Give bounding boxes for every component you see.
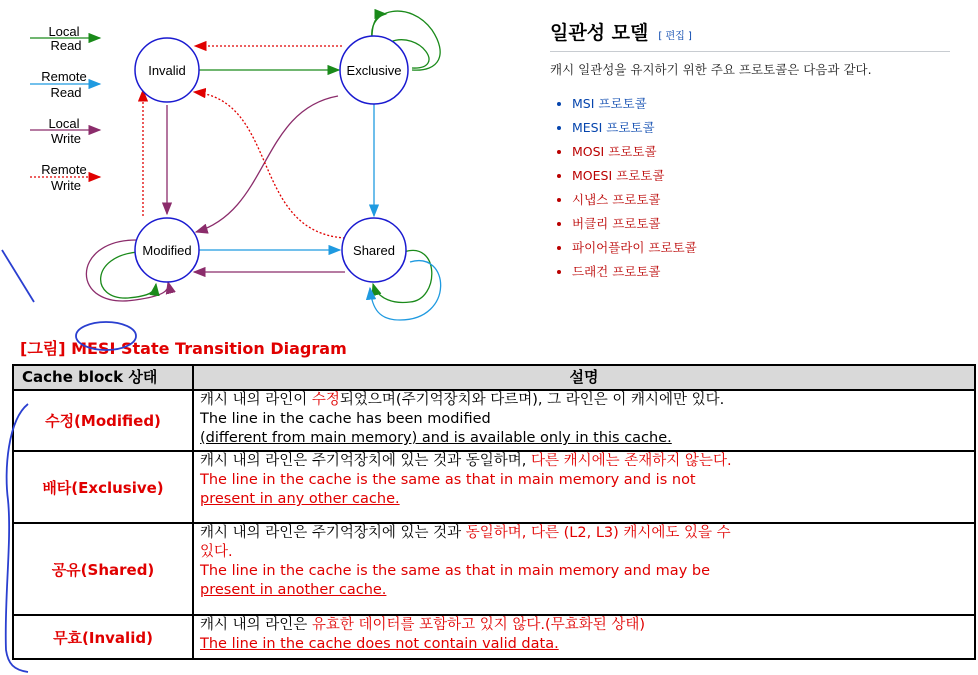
state-cell: 수정(Modified) (13, 390, 193, 451)
protocol-link-synapse[interactable]: • 시냅스 프로토콜 (572, 188, 950, 212)
state-table (12, 364, 976, 660)
state-cell: 공유(Shared) (13, 523, 193, 615)
shared-to-invalid (194, 92, 345, 238)
wiki-section (550, 18, 950, 284)
header-state: Cache block 상태 (13, 365, 193, 390)
state-invalid (135, 38, 199, 102)
table-row (13, 615, 975, 659)
protocol-link-firefly[interactable]: • 파이어플라이 프로토콜 (572, 236, 950, 260)
protocol-link-dragon[interactable]: • 드래건 프로토콜 (572, 260, 950, 284)
header-description: 설명 (193, 365, 975, 390)
svg-text:Local: Local (48, 116, 80, 131)
wiki-edit-link[interactable]: [ 편집 ] (658, 31, 692, 42)
state-cell: 무효(Invalid) (13, 615, 193, 659)
mesi-state-diagram (0, 0, 540, 330)
protocol-list (550, 92, 950, 284)
state-cell: 배타(Exclusive) (13, 451, 193, 523)
legend (30, 24, 100, 193)
wiki-heading-row (550, 18, 950, 52)
svg-text:Remote: Remote (41, 162, 87, 177)
state-modified (135, 218, 199, 282)
svg-text:Remote: Remote (41, 69, 87, 84)
legend-item-local-read (30, 24, 100, 53)
wiki-description: 캐시 일관성을 유지하기 위한 주요 프로토콜은 다음과 같다. (550, 62, 872, 77)
legend-item-remote-write (30, 162, 100, 193)
table-header-row (13, 365, 975, 390)
state-exclusive (340, 36, 408, 104)
svg-text:Write: Write (50, 131, 82, 146)
svg-text:Invalid: Invalid (148, 63, 186, 78)
protocol-link-msi[interactable]: • MSI 프로토콜 (572, 92, 950, 116)
description-cell: 캐시 내의 라인은 유효한 데이터를 포함하고 있지 않다.(무효화된 상태) The line in the cache does not contain valid data. (193, 615, 975, 659)
state-shared (342, 218, 406, 282)
legend-item-remote-read (30, 69, 100, 100)
protocol-link-berkeley[interactable]: • 버클리 프로토콜 (572, 212, 950, 236)
description-cell: 캐시 내의 라인이 수정되었으며(주기억장치와 다르며), 그 라인은 이 캐시에만 있다. The line in the cache has been modified (different from main memory) and is available only in this cache. (193, 390, 975, 451)
wiki-heading: 일관성 모델 (550, 22, 649, 44)
svg-text:Exclusive: Exclusive (346, 63, 402, 78)
table-row (13, 390, 975, 451)
figure-caption: [그림] MESI State Transition Diagram (20, 339, 347, 358)
legend-item-local-write (30, 116, 100, 146)
table-row (13, 523, 975, 615)
svg-text:Local: Local (48, 24, 80, 39)
svg-text:Read: Read (50, 85, 82, 100)
table-row (13, 451, 975, 523)
protocol-link-mesi[interactable]: • MESI 프로토콜 (572, 116, 950, 140)
protocol-link-moesi[interactable]: • MOESI 프로토콜 (572, 164, 950, 188)
exclusive-to-modified (196, 96, 338, 232)
protocol-link-mosi[interactable]: • MOSI 프로토콜 (572, 140, 950, 164)
svg-text:Write: Write (50, 178, 82, 193)
svg-text:Shared: Shared (353, 243, 395, 258)
description-cell: 캐시 내의 라인은 주기억장치에 있는 것과 동일하며, 다른 캐시에는 존재하지 않는다. The line in the cache is the same as that in main memory and is not present in any other cache. (193, 451, 975, 523)
description-cell: 캐시 내의 라인은 주기억장치에 있는 것과 동일하며, 다른 (L2, L3) 캐시에도 있을 수 있다. The line in the cache is the same as that in main memory and may be present in another cache. (193, 523, 975, 615)
svg-text:Read: Read (50, 38, 82, 53)
svg-text:Modified: Modified (142, 243, 192, 258)
